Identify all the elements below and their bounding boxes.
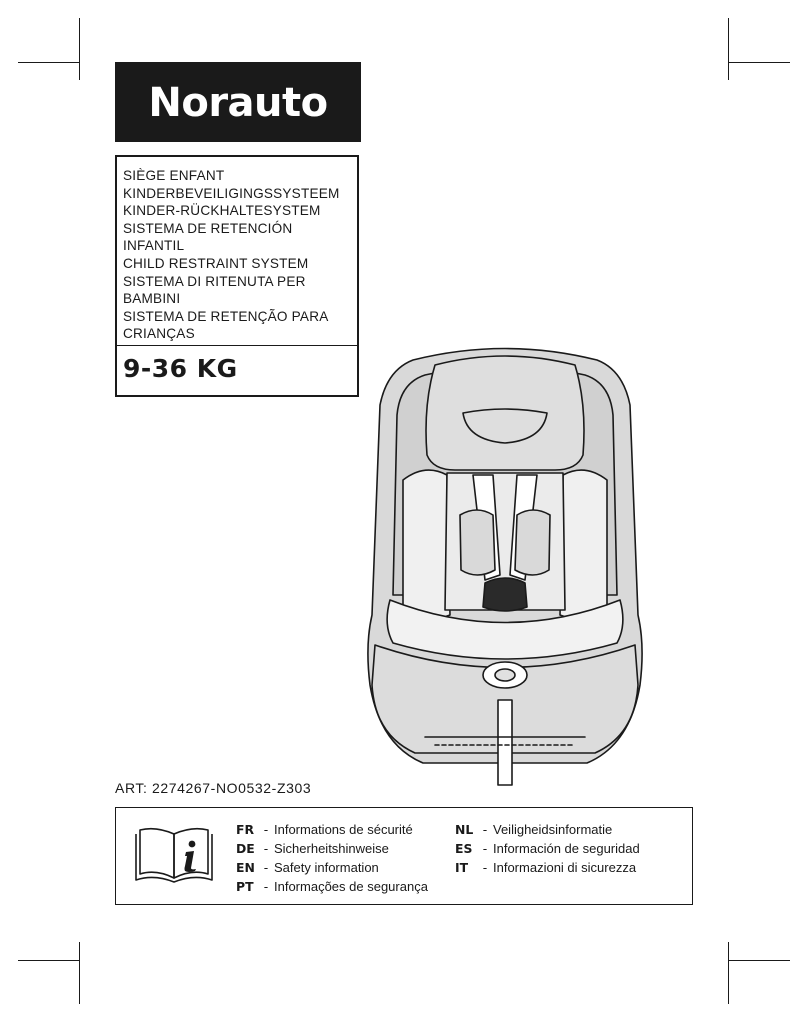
language-code: DE xyxy=(236,841,255,856)
crop-mark xyxy=(79,942,80,1004)
language-title: Safety information xyxy=(274,860,379,875)
crop-mark xyxy=(728,62,790,63)
car-seat-illustration xyxy=(355,345,655,790)
safety-info-box xyxy=(115,807,693,905)
product-title-list xyxy=(117,157,357,346)
separator-dash: - xyxy=(263,860,269,875)
language-code: FR xyxy=(236,822,255,837)
separator-dash: - xyxy=(263,822,269,837)
product-title-line: INFANTIL xyxy=(123,238,185,254)
crop-mark xyxy=(728,960,790,961)
product-title-line: KINDER-RÜCKHALTESYSTEM xyxy=(123,203,321,219)
language-row xyxy=(455,820,640,839)
language-row xyxy=(236,820,428,839)
product-title-line: SISTEMA DI RITENUTA PER xyxy=(123,273,306,289)
crop-mark xyxy=(728,18,729,80)
language-code: ES xyxy=(455,841,473,856)
product-title-line: SISTEMA DE RETENÇÃO PARA xyxy=(123,308,329,324)
product-title-line: SISTEMA DE RETENCIÓN xyxy=(123,220,293,236)
product-title-line: BAMBINI xyxy=(123,291,181,307)
product-title-line: CRIANÇAS xyxy=(123,326,195,342)
language-title: Informazioni di sicurezza xyxy=(493,860,637,875)
language-row xyxy=(455,858,640,877)
product-title-line: CHILD RESTRAINT SYSTEM xyxy=(123,255,309,271)
product-title-line: KINDERBEVEILIGINGSSYSTEEM xyxy=(123,185,340,201)
product-title-box xyxy=(115,155,359,397)
separator-dash: - xyxy=(482,860,488,875)
separator-dash: - xyxy=(263,879,269,894)
language-list-right xyxy=(455,820,640,877)
crop-mark xyxy=(18,62,80,63)
crop-mark xyxy=(728,942,729,1004)
weight-range: 9-36 KG xyxy=(123,354,238,383)
logo-text: Norauto xyxy=(148,80,328,126)
language-code: IT xyxy=(455,860,469,875)
separator-dash: - xyxy=(482,841,488,856)
article-number: ART: 2274267-NO0532-Z303 xyxy=(115,780,312,796)
language-title: Veiligheidsinformatie xyxy=(493,822,613,837)
language-list-left xyxy=(236,820,428,896)
crop-mark xyxy=(18,960,80,961)
language-row xyxy=(236,877,428,896)
language-code: NL xyxy=(455,822,474,837)
language-row xyxy=(455,839,640,858)
info-book-icon xyxy=(132,824,216,886)
language-title: Sicherheitshinweise xyxy=(274,841,389,856)
separator-dash: - xyxy=(263,841,269,856)
crop-mark xyxy=(79,18,80,80)
language-title: Información de seguridad xyxy=(493,841,640,856)
brand-logo xyxy=(115,62,361,142)
language-code: PT xyxy=(236,879,254,894)
language-code: EN xyxy=(236,860,255,875)
language-row xyxy=(236,839,428,858)
language-title: Informações de segurança xyxy=(274,879,428,894)
language-row xyxy=(236,858,428,877)
product-title-line: SIÈGE ENFANT xyxy=(123,168,225,183)
language-title: Informations de sécurité xyxy=(274,822,413,837)
separator-dash: - xyxy=(482,822,488,837)
